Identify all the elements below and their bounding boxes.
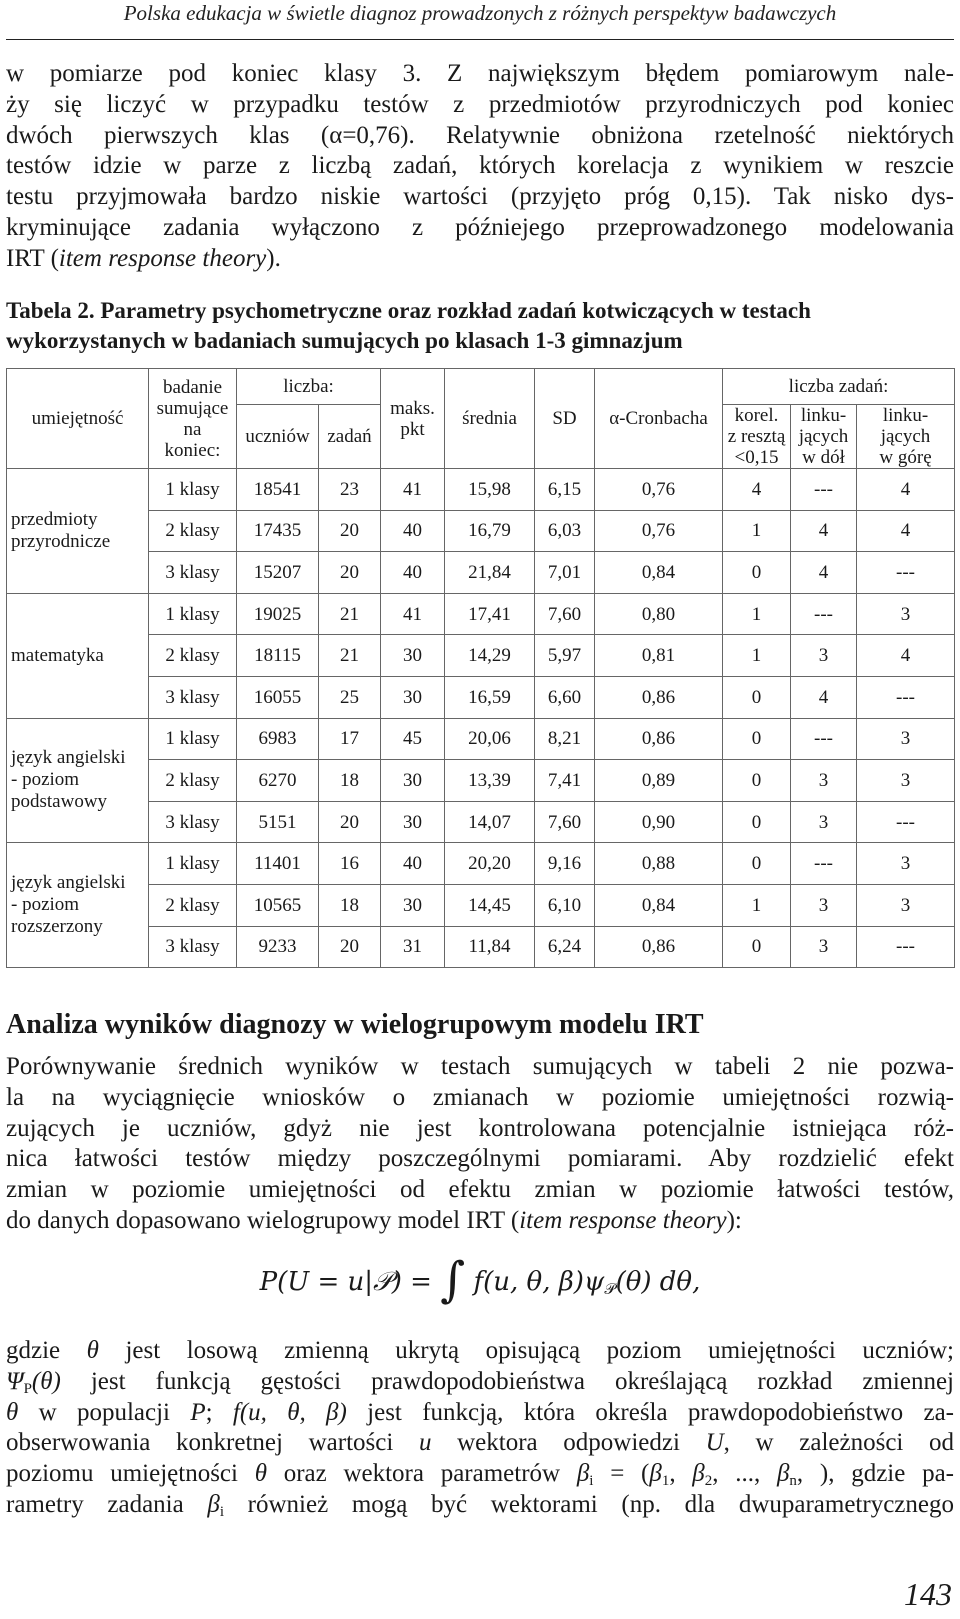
skill-label: matematyka xyxy=(11,644,104,666)
table-cell: 0,84 xyxy=(595,884,723,926)
table-cell: 15,98 xyxy=(445,469,535,511)
table-cell: 2 klasy xyxy=(149,635,237,677)
italic-term: item response theory xyxy=(519,1206,727,1234)
table-cell: 9233 xyxy=(237,926,319,968)
table-cell: 14,45 xyxy=(445,884,535,926)
formula-rhs: f(u, θ, β)ψ xyxy=(473,1267,605,1297)
integral-symbol: ∫ xyxy=(440,1252,466,1308)
table-cell: 20 xyxy=(319,552,381,594)
table-cell: 0 xyxy=(723,926,791,968)
table-cell: 21 xyxy=(319,593,381,635)
skill-label: język angielski xyxy=(11,872,126,894)
header-text: linku- xyxy=(882,405,929,426)
text-line xyxy=(6,1336,954,1367)
table-cell: --- xyxy=(857,552,955,594)
table-cell: 0,86 xyxy=(595,926,723,968)
table-cell: 6,03 xyxy=(535,510,595,552)
table-cell: 2 klasy xyxy=(149,510,237,552)
math-subscript: i xyxy=(219,1503,225,1520)
text-line xyxy=(6,1428,954,1459)
math-symbol: β xyxy=(207,1490,220,1518)
table-cell: 40 xyxy=(381,843,445,885)
table-cell: 3 klasy xyxy=(149,552,237,594)
table-cell: 14,07 xyxy=(445,801,535,843)
text-span: rametry zadania xyxy=(6,1490,208,1518)
table-row xyxy=(7,593,955,635)
definitions-paragraph xyxy=(6,1336,954,1521)
table-cell: 3 xyxy=(791,801,857,843)
math-symbol: P xyxy=(190,1398,206,1426)
header-korel xyxy=(723,405,791,469)
table-cell: 0,88 xyxy=(595,843,723,885)
text-span: , ), gdzie pa- xyxy=(796,1460,955,1488)
skill-label: podstawowy xyxy=(11,791,108,813)
table-row xyxy=(7,676,955,718)
table-cell: 3 xyxy=(857,593,955,635)
math-symbol: Ψ xyxy=(6,1367,24,1395)
math-symbol: θ xyxy=(86,1337,99,1364)
text-span: wektora odpowiedzi xyxy=(431,1429,706,1457)
table-cell: --- xyxy=(791,593,857,635)
skill-cell xyxy=(7,593,149,718)
table-cell: 18541 xyxy=(237,469,319,511)
table-cell: 0 xyxy=(723,760,791,802)
table-cell: 1 klasy xyxy=(149,469,237,511)
table-cell: 1 klasy xyxy=(149,843,237,885)
table-cell: --- xyxy=(791,718,857,760)
header-count-group: liczba: xyxy=(237,369,381,405)
header-tasks-group: liczba zadań: xyxy=(723,369,955,405)
math-symbol: β xyxy=(692,1460,705,1488)
section-paragraph xyxy=(6,1052,954,1237)
math-symbol: β xyxy=(649,1460,662,1488)
table-row xyxy=(7,552,955,594)
table-cell: 3 xyxy=(857,760,955,802)
table-cell: 21 xyxy=(319,635,381,677)
table-cell: 17435 xyxy=(237,510,319,552)
table-cell: 6,24 xyxy=(535,926,595,968)
table-cell: 3 xyxy=(857,718,955,760)
header-alpha: α-Cronbacha xyxy=(595,369,723,469)
header-tasks: zadań xyxy=(319,405,381,469)
table-cell: 30 xyxy=(381,676,445,718)
text-line: ży się liczyć w przypadku testów z przedmiotów przyrodniczych pod koniec xyxy=(6,90,954,118)
table-row xyxy=(7,926,955,968)
text-span: obserwowania konkretnej wartości xyxy=(6,1429,419,1457)
text-line: w pomiarze pod koniec klasy 3. Z największym błędem pomiarowym nale- xyxy=(6,60,954,87)
table-cell: 0 xyxy=(723,801,791,843)
table-cell: 0,76 xyxy=(595,510,723,552)
table-cell: 7,60 xyxy=(535,801,595,843)
header-rule xyxy=(6,39,954,40)
table-cell: 45 xyxy=(381,718,445,760)
table-cell: 4 xyxy=(857,510,955,552)
page-number: 143 xyxy=(904,1576,952,1612)
table-cell: 16055 xyxy=(237,676,319,718)
text-line: zmian w poziomie umiejętności od efektu zmian w poziomie łatwości testów, xyxy=(6,1176,954,1204)
table-cell: 41 xyxy=(381,593,445,635)
table-cell: 4 xyxy=(791,510,857,552)
table-cell: 1 xyxy=(723,884,791,926)
header-skill: umiejętność xyxy=(7,369,149,469)
table-cell: 16 xyxy=(319,843,381,885)
formula-lhs: P(U = u|𝒫) = xyxy=(259,1267,432,1297)
table-cell: 9,16 xyxy=(535,843,595,885)
math-symbol: u xyxy=(418,1429,432,1457)
table-cell: 1 xyxy=(723,635,791,677)
table-cell: 21,84 xyxy=(445,552,535,594)
table-cell: 11401 xyxy=(237,843,319,885)
text-line xyxy=(6,1367,954,1398)
table-cell: 0,89 xyxy=(595,760,723,802)
table-cell: 0,80 xyxy=(595,593,723,635)
table-cell: 20 xyxy=(319,510,381,552)
header-text: badanie xyxy=(162,376,223,398)
table-cell: 0 xyxy=(723,718,791,760)
table-cell: 13,39 xyxy=(445,760,535,802)
table-cell: 2 klasy xyxy=(149,884,237,926)
text-span: jest losową zmienną ukrytą opisującą poziom umiejętności uczniów; xyxy=(98,1337,955,1364)
header-students: uczniów xyxy=(237,405,319,469)
caption-line: Tabela 2. Parametry psychometryczne oraz rozkład zadań kotwiczących w testach xyxy=(6,298,811,323)
math-symbol: f(u, θ, β) xyxy=(232,1398,347,1426)
math-subscript: 2 xyxy=(704,1473,713,1490)
table-cell: 3 klasy xyxy=(149,801,237,843)
table-cell: 4 xyxy=(791,676,857,718)
table-cell: 20,06 xyxy=(445,718,535,760)
skill-label: przyrodnicze xyxy=(11,530,111,552)
table-cell: 6,10 xyxy=(535,884,595,926)
text-line: Porównywanie średnich wyników w testach sumujących w tabeli 2 nie pozwa- xyxy=(6,1053,954,1080)
table-cell: 5,97 xyxy=(535,635,595,677)
text-span: jest funkcją gęstości prawdopodobieństwa określającą rozkład zmiennej xyxy=(60,1367,954,1395)
header-text: koniec: xyxy=(164,439,221,461)
table-cell: 6983 xyxy=(237,718,319,760)
math-symbol: β xyxy=(576,1460,590,1488)
table-cell: 1 klasy xyxy=(149,593,237,635)
table-cell: --- xyxy=(791,469,857,511)
table-cell: 0 xyxy=(723,843,791,885)
table-row xyxy=(7,718,955,760)
text-line: testów idzie w parze z liczbą zadań, których korelacja z wynikiem w reszcie xyxy=(6,152,954,180)
text-line xyxy=(6,1398,954,1429)
intro-paragraph xyxy=(6,59,954,275)
table-cell: 17,41 xyxy=(445,593,535,635)
table-cell: 0,76 xyxy=(595,469,723,511)
table-cell: 0,81 xyxy=(595,635,723,677)
section-title: Analiza wyników diagnozy w wielogrupowym modelu IRT xyxy=(6,1009,704,1040)
text-line xyxy=(6,244,954,275)
math-symbol: θ xyxy=(6,1398,19,1426)
table-cell: 7,60 xyxy=(535,593,595,635)
table-caption xyxy=(6,296,954,356)
table-cell: 17 xyxy=(319,718,381,760)
header-mean: średnia xyxy=(445,369,535,469)
math-subscript: P xyxy=(23,1380,32,1397)
header-text: <0,15 xyxy=(734,447,779,468)
table-cell: 11,84 xyxy=(445,926,535,968)
text-span: poziomu umiejętności xyxy=(6,1460,255,1488)
table-cell: 1 xyxy=(723,510,791,552)
table-cell: 6,15 xyxy=(535,469,595,511)
table-cell: 5151 xyxy=(237,801,319,843)
skill-label: rozszerzony xyxy=(11,916,103,938)
text-span: w populacji xyxy=(18,1398,191,1426)
text-line xyxy=(6,1206,954,1237)
table-cell: 0,86 xyxy=(595,718,723,760)
table-cell: 25 xyxy=(319,676,381,718)
header-link-down xyxy=(791,405,857,469)
math-symbol: (θ) xyxy=(31,1367,61,1395)
table-cell: 0,86 xyxy=(595,676,723,718)
text-line xyxy=(6,1459,954,1490)
text-span: ): xyxy=(726,1206,742,1234)
header-sd: SD xyxy=(535,369,595,469)
text-span: ). xyxy=(266,244,281,272)
header-text: sumujące xyxy=(156,397,229,419)
header-text: w górę xyxy=(879,447,932,468)
table-cell: 4 xyxy=(857,635,955,677)
header-text: na xyxy=(183,418,202,440)
table-cell: 20 xyxy=(319,926,381,968)
table-cell: --- xyxy=(791,843,857,885)
table-cell: 3 klasy xyxy=(149,926,237,968)
table-cell: 30 xyxy=(381,760,445,802)
table-cell: 16,79 xyxy=(445,510,535,552)
table-cell: 3 klasy xyxy=(149,676,237,718)
table-row xyxy=(7,884,955,926)
table-cell: 20 xyxy=(319,801,381,843)
table-cell: 30 xyxy=(381,884,445,926)
text-span: oraz wektora parametrów xyxy=(266,1460,577,1488)
header-text: korel. xyxy=(734,405,779,426)
irt-formula xyxy=(0,1250,960,1310)
text-span: jest funkcją, która określa prawdopodobieństwo za- xyxy=(346,1398,954,1426)
text-span: , xyxy=(669,1460,693,1488)
table-cell: 3 xyxy=(857,884,955,926)
table-cell: 4 xyxy=(857,469,955,511)
skill-label: - poziom xyxy=(11,894,80,916)
math-symbol: θ xyxy=(254,1460,267,1488)
table-body xyxy=(7,469,955,968)
table-cell: 6270 xyxy=(237,760,319,802)
text-line: testu przyjmowała bardzo niskie wartości (przyjęto próg 0,15). Tak nisko dys- xyxy=(6,183,954,211)
text-line xyxy=(6,1490,954,1521)
math-subscript: i xyxy=(589,1473,594,1490)
table-cell: 18 xyxy=(319,760,381,802)
table-cell: 23 xyxy=(319,469,381,511)
table-cell: 3 xyxy=(857,843,955,885)
table-cell: 4 xyxy=(723,469,791,511)
math-symbol: U xyxy=(705,1429,724,1457)
skill-label: język angielski xyxy=(11,747,126,769)
header-text: pkt xyxy=(400,418,425,440)
table-cell: 0,90 xyxy=(595,801,723,843)
formula-tail: (θ) dθ, xyxy=(615,1267,701,1297)
running-header: Polska edukacja w świetle diagnoz prowadzonych z różnych perspektyw badawczych xyxy=(123,1,837,25)
header-text: linku- xyxy=(800,405,847,426)
header-link-up xyxy=(857,405,955,469)
header-text: jących xyxy=(880,426,931,447)
header-text: w dół xyxy=(802,447,845,468)
table-row xyxy=(7,843,955,885)
table-cell: 0,84 xyxy=(595,552,723,594)
table-cell: --- xyxy=(857,926,955,968)
table-cell: 16,59 xyxy=(445,676,535,718)
table-row xyxy=(7,469,955,511)
table-cell: 30 xyxy=(381,635,445,677)
table-cell: 6,60 xyxy=(535,676,595,718)
table-cell: 30 xyxy=(381,801,445,843)
table-cell: 7,41 xyxy=(535,760,595,802)
skill-cell xyxy=(7,718,149,843)
table-cell: 7,01 xyxy=(535,552,595,594)
math-subscript: n xyxy=(789,1473,797,1490)
table-cell: --- xyxy=(857,676,955,718)
table-cell: 3 xyxy=(791,884,857,926)
table-cell: 4 xyxy=(791,552,857,594)
table-cell: 31 xyxy=(381,926,445,968)
table-cell: 40 xyxy=(381,552,445,594)
text-line: kryminujące zadania wyłączono z późniejego przeprowadzonego modelowania xyxy=(6,213,954,241)
header-text: maks. xyxy=(390,397,435,419)
text-span: do danych dopasowano wielogrupowy model IRT ( xyxy=(6,1206,520,1234)
text-span: = ( xyxy=(593,1460,650,1488)
table-cell: 18115 xyxy=(237,635,319,677)
table-cell: 41 xyxy=(381,469,445,511)
table-cell: 0 xyxy=(723,552,791,594)
table-row xyxy=(7,510,955,552)
header-text: jących xyxy=(798,426,849,447)
table-cell: 3 xyxy=(791,760,857,802)
text-line: la na wyciągnięcie wniosków o zmianach w poziomie umiejętności rozwią- xyxy=(6,1083,954,1111)
text-span: , ..., xyxy=(712,1460,777,1488)
table-cell: 3 xyxy=(791,926,857,968)
table-cell: 14,29 xyxy=(445,635,535,677)
table-cell: 2 klasy xyxy=(149,760,237,802)
caption-line: wykorzystanych w badaniach sumujących po klasach 1-3 gimnazjum xyxy=(6,328,683,353)
table-row xyxy=(7,760,955,802)
table-cell: --- xyxy=(857,801,955,843)
math-symbol: β xyxy=(776,1460,790,1488)
table-cell: 8,21 xyxy=(535,718,595,760)
table-row xyxy=(7,635,955,677)
text-span: , w zależności od xyxy=(723,1429,955,1457)
skill-label: - poziom xyxy=(11,769,80,791)
table-cell: 0 xyxy=(723,676,791,718)
table-cell: 19025 xyxy=(237,593,319,635)
text-line: zujących je uczniów, gdyż nie jest kontrolowana potencjalnie istniejąca róż- xyxy=(6,1114,954,1142)
text-line: dwóch pierwszych klas (α=0,76). Relatywnie obniżona rzetelność niektórych xyxy=(6,121,954,149)
table-cell: 10565 xyxy=(237,884,319,926)
skill-label: przedmioty xyxy=(11,508,98,530)
text-span: gdzie xyxy=(6,1337,87,1364)
text-span: również mogą być wektorami (np. dla dwuparametrycznego xyxy=(224,1490,954,1518)
text-line: nica łatwości testów między poszczególnymi pomiarami. Aby rozdzielić efekt xyxy=(6,1145,954,1173)
header-text: z resztą xyxy=(727,426,786,447)
table-cell: 18 xyxy=(319,884,381,926)
table-cell: 1 klasy xyxy=(149,718,237,760)
text-span: IRT ( xyxy=(6,244,59,272)
table-cell: 20,20 xyxy=(445,843,535,885)
italic-term: item response theory xyxy=(58,244,267,272)
table-row xyxy=(7,801,955,843)
formula-subscript: 𝒫 xyxy=(604,1280,616,1298)
psychometric-table xyxy=(6,368,955,968)
table-cell: 15207 xyxy=(237,552,319,594)
header-max-points xyxy=(381,369,445,469)
text-span: ; xyxy=(205,1398,233,1426)
table-cell: 1 xyxy=(723,593,791,635)
header-study xyxy=(149,369,237,469)
table-cell: 3 xyxy=(791,635,857,677)
skill-cell xyxy=(7,843,149,968)
table-cell: 40 xyxy=(381,510,445,552)
skill-cell xyxy=(7,469,149,594)
math-subscript: 1 xyxy=(661,1473,670,1490)
